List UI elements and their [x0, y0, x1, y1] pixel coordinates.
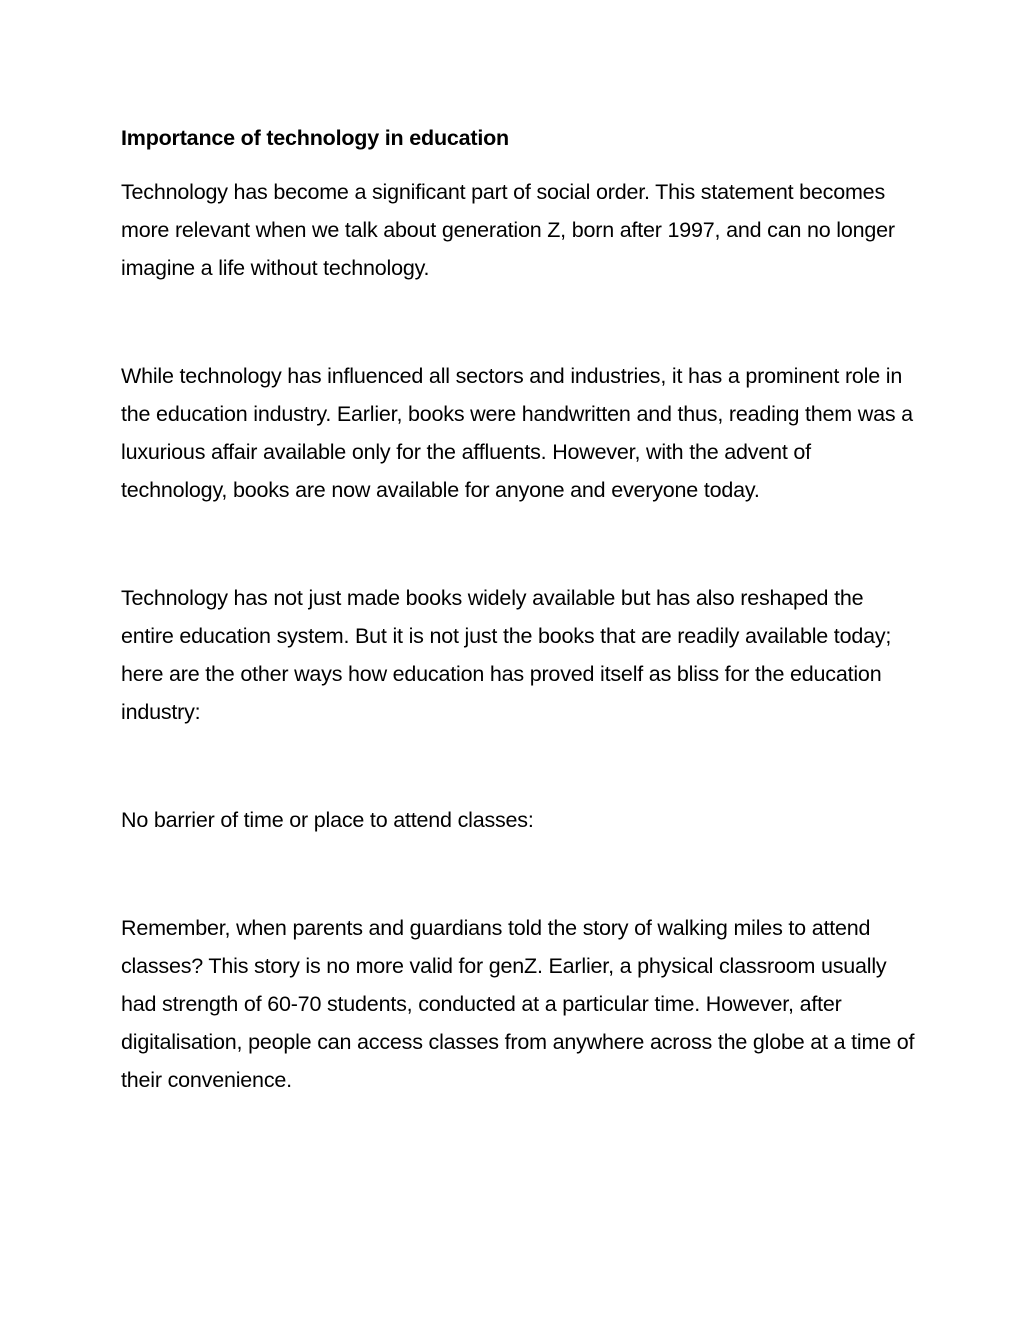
paragraph-education-industry: While technology has influenced all sectors and industries, it has a prominent role in the education industry. Earlier, books were handwritten and thus, reading them was a luxurious affair available only for the affluents. However, with the advent of technology, books are now available for anyone and everyone today. [121, 364, 913, 502]
document-body [121, 120, 921, 1099]
document-title: Importance of technology in education [121, 126, 509, 150]
section-heading-no-barrier: No barrier of time or place to attend classes: [121, 808, 534, 832]
paragraph-classes-anywhere: Remember, when parents and guardians told the story of walking miles to attend classes? This story is no more valid for genZ. Earlier, a physical classroom usually had strength of 60-70 students, conducted at a particular time. However, after digitalisation, people can access classes from anywhere across the globe at a time of their convenience. [121, 916, 915, 1092]
paragraph-intro: Technology has become a significant part of social order. This statement becomes more relevant when we talk about generation Z, born after 1997, and can no longer imagine a life without technology. [121, 180, 895, 280]
paragraph-reshaped-system: Technology has not just made books widely available but has also reshaped the entire education system. But it is not just the books that are readily available today; here are the other ways how education has proved itself as bliss for the education industry: [121, 586, 892, 724]
